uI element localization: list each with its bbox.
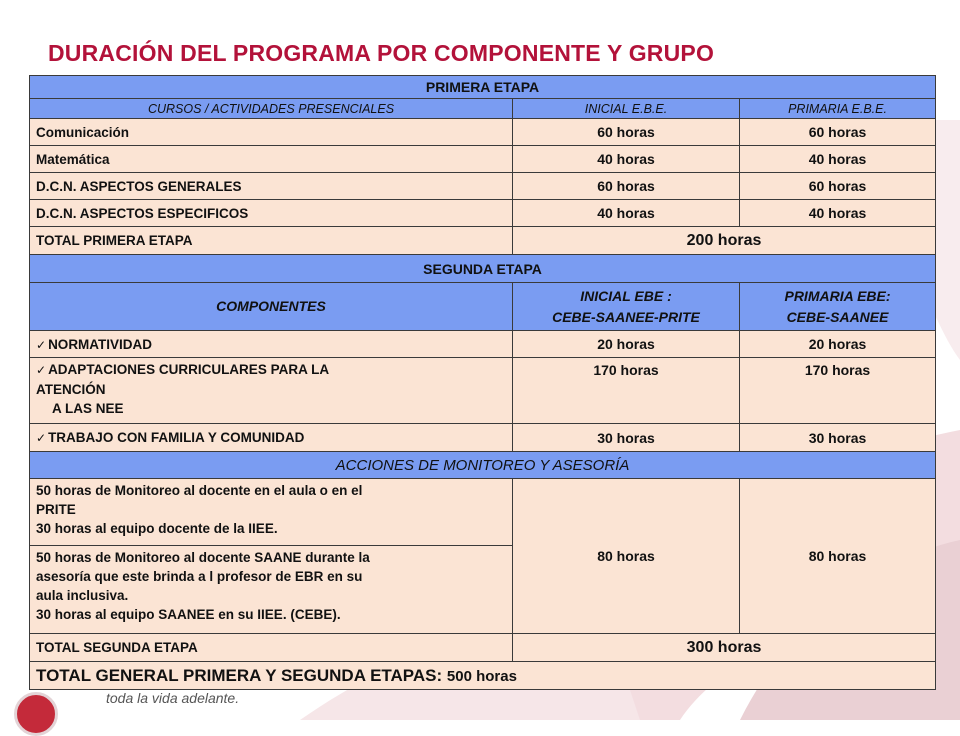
col-header-primaria-ebe — [740, 283, 936, 331]
monitoring-b-line3: aula inclusiva. — [36, 588, 129, 603]
col-header-inicial-line2: CEBE-SAANEE-PRITE — [552, 308, 700, 325]
first-stage-column-headers — [30, 99, 936, 119]
second-stage-header: SEGUNDA ETAPA — [30, 255, 936, 283]
row-label: D.C.N. ASPECTOS ESPECIFICOS — [30, 200, 513, 227]
table-row — [30, 119, 936, 146]
table-row — [30, 146, 936, 173]
monitoring-value-primaria: 80 horas — [740, 479, 936, 634]
row-value-inicial: 20 horas — [513, 331, 740, 358]
row-value-inicial: 40 horas — [513, 200, 740, 227]
grand-total — [30, 662, 936, 690]
row-value-inicial: 170 horas — [513, 358, 740, 424]
table-row — [30, 358, 936, 424]
first-stage-total-value: 200 horas — [513, 227, 936, 255]
row-value-inicial: 60 horas — [513, 173, 740, 200]
checkmark-icon: ✓ — [36, 431, 47, 445]
row-label — [30, 358, 513, 424]
row-label: D.C.N. ASPECTOS GENERALES — [30, 173, 513, 200]
row-value-primaria: 60 horas — [740, 173, 936, 200]
grand-total-label: TOTAL GENERAL PRIMERA Y SEGUNDA ETAPAS: — [36, 665, 447, 685]
row-label — [30, 424, 513, 452]
second-stage-header-row — [30, 255, 936, 283]
col-header-courses: CURSOS / ACTIVIDADES PRESENCIALES — [30, 99, 513, 119]
page-title: DURACIÓN DEL PROGRAMA POR COMPONENTE Y GRUPO — [48, 40, 715, 66]
row-value-inicial: 40 horas — [513, 146, 740, 173]
second-stage-total-value: 300 horas — [513, 634, 936, 662]
second-stage-column-headers — [30, 283, 936, 331]
row-label: Matemática — [30, 146, 513, 173]
monitoring-description-a — [30, 479, 513, 546]
row-value-primaria: 60 horas — [740, 119, 936, 146]
row-label: Comunicación — [30, 119, 513, 146]
row-label-line1: ✓ ADAPTACIONES CURRICULARES PARA LA — [36, 362, 330, 377]
first-stage-total-label: TOTAL PRIMERA ETAPA — [30, 227, 513, 255]
col-header-primaria-line2: CEBE-SAANEE — [786, 308, 889, 325]
first-stage-total-row — [30, 227, 936, 255]
col-header-components: COMPONENTES — [30, 283, 513, 331]
row-value-inicial: 60 horas — [513, 119, 740, 146]
logo-emblem-icon — [14, 692, 58, 736]
second-stage-total-row — [30, 634, 936, 662]
row-label-line3: A LAS NEE — [52, 401, 124, 416]
monitoring-value-inicial: 80 horas — [513, 479, 740, 634]
col-header-primaria: PRIMARIA E.B.E. — [740, 99, 936, 119]
monitoring-a-line1: 50 horas de Monitoreo al docente en el aula o en el — [36, 483, 363, 498]
row-value-primaria: 20 horas — [740, 331, 936, 358]
monitoring-b-line2: asesoría que este brinda a l profesor de EBR en su — [36, 569, 363, 584]
checkmark-icon: ✓ — [36, 363, 47, 377]
col-header-primaria-line1: PRIMARIA EBE: — [784, 287, 891, 304]
grand-total-row — [30, 662, 936, 690]
table-row — [30, 200, 936, 227]
row-value-primaria: 30 horas — [740, 424, 936, 452]
table-row — [30, 173, 936, 200]
row-value-primaria: 40 horas — [740, 200, 936, 227]
monitoring-b-line1: 50 horas de Monitoreo al docente SAANE durante la — [36, 550, 370, 565]
monitoring-a-line2: PRITE — [36, 502, 76, 517]
monitoring-description-b — [30, 546, 513, 634]
second-stage-total-label: TOTAL SEGUNDA ETAPA — [30, 634, 513, 662]
row-value-inicial: 30 horas — [513, 424, 740, 452]
monitoring-header-row — [30, 452, 936, 479]
monitoring-row — [30, 479, 936, 546]
first-stage-header-row — [30, 76, 936, 99]
row-label-text: TRABAJO CON FAMILIA Y COMUNIDAD — [48, 430, 305, 445]
monitoring-header: ACCIONES DE MONITOREO Y ASESORÍA — [30, 452, 936, 479]
row-value-primaria: 40 horas — [740, 146, 936, 173]
col-header-inicial: INICIAL E.B.E. — [513, 99, 740, 119]
row-value-primaria: 170 horas — [740, 358, 936, 424]
monitoring-b-line4: 30 horas al equipo SAANEE en su IIEE. (CEBE). — [36, 607, 341, 622]
monitoring-a-line3: 30 horas al equipo docente de la IIEE. — [36, 521, 278, 536]
row-label-line2: ATENCIÓN — [36, 382, 106, 397]
grand-total-value: 500 horas — [446, 667, 517, 685]
first-stage-header: PRIMERA ETAPA — [30, 76, 936, 99]
col-header-inicial-line1: INICIAL EBE : — [580, 287, 672, 304]
footer-slogan: toda la vida adelante. — [106, 690, 240, 706]
table-row — [30, 331, 936, 358]
row-label-text: NORMATIVIDAD — [48, 336, 153, 352]
row-label — [30, 331, 513, 358]
checkmark-icon: ✓ — [36, 337, 47, 352]
program-duration-table — [29, 75, 936, 690]
col-header-inicial-ebe — [513, 283, 740, 331]
table-row — [30, 424, 936, 452]
